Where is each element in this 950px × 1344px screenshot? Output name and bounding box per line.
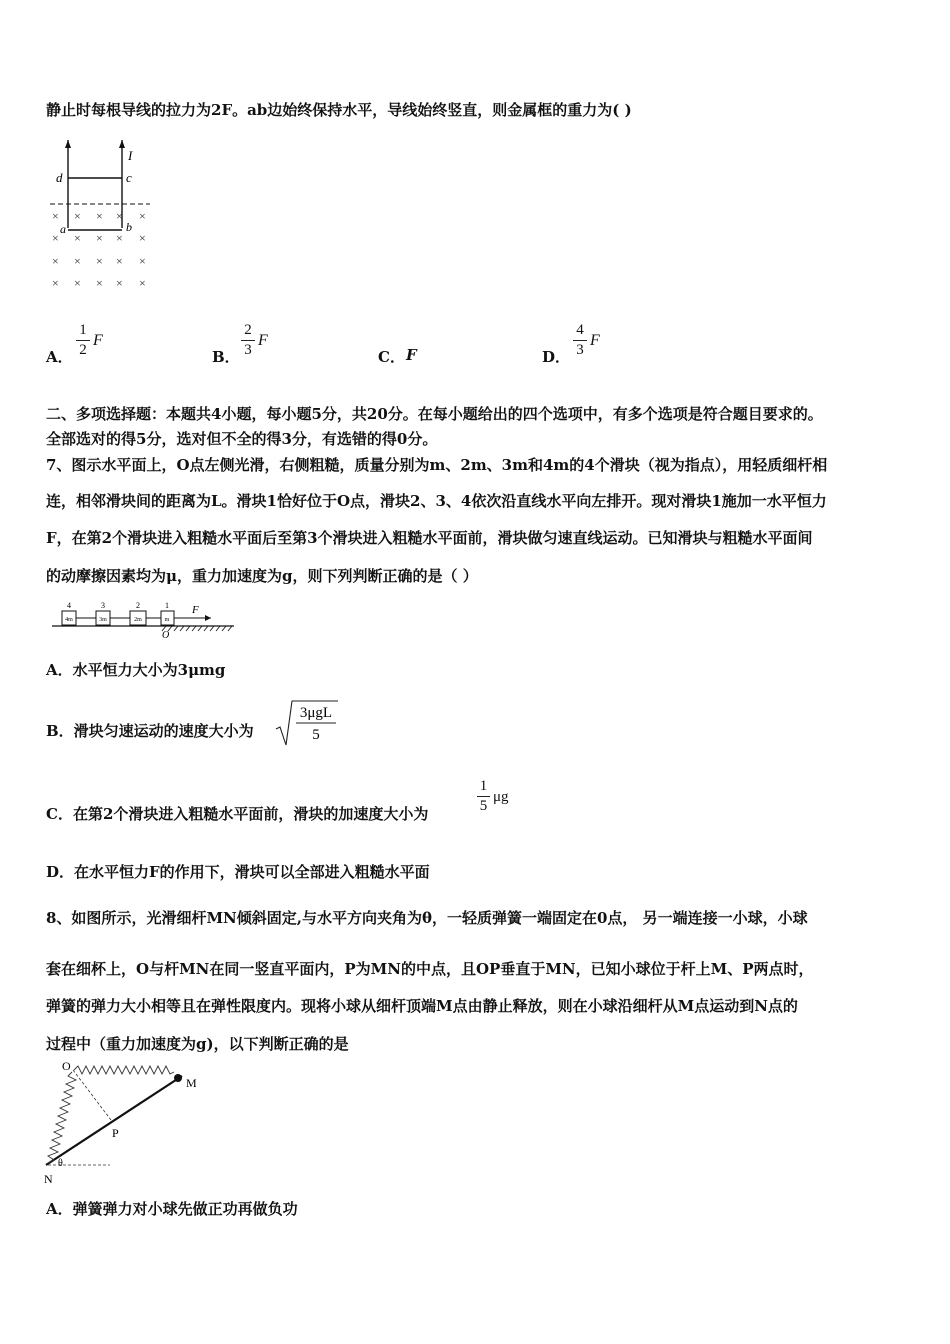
q7-rough-surface-hatching	[162, 626, 232, 631]
variable: F	[258, 332, 268, 349]
option-text: C．在第2个滑块进入粗糙水平面前，滑块的加速度大小为	[46, 805, 429, 823]
q7-block-mass: 2m	[134, 617, 142, 623]
q8-label-N: N	[44, 1172, 53, 1186]
fraction	[573, 322, 587, 359]
q8-option-a[interactable]: A．弹簧弹力对小球先做正功再做负功	[46, 1200, 298, 1218]
option-label: A．	[46, 348, 73, 366]
q6-cross: ×	[52, 231, 59, 245]
denominator: 3	[576, 342, 584, 358]
q6-cross: ×	[96, 231, 103, 245]
fraction	[241, 322, 255, 359]
option-label: D．	[542, 348, 571, 366]
section-heading: 二、多项选择题：本题共4小题，每小题5分，共20分。在每小题给出的四个选项中，有多个选项是符合题目要求的。	[46, 405, 823, 423]
sqrt-sign	[274, 695, 340, 747]
q7-option-d[interactable]: D．在水平恒力F的作用下，滑块可以全部进入粗糙水平面	[46, 863, 430, 881]
denominator: 2	[79, 342, 87, 358]
option-text: B．滑块匀速运动的速度大小为	[46, 722, 254, 740]
section-note: 全部选对的得5分，选对但不全的得3分，有选错的得0分。	[46, 430, 438, 448]
q7-block-mass: m	[164, 617, 170, 623]
q6-cross: ×	[74, 276, 81, 290]
q6-stem: 静止时每根导线的拉力为2F。ab边始终保持水平，导线始终竖直，则金属框的重力为( )	[46, 101, 632, 119]
q7-block-number: 3	[101, 601, 105, 610]
q6-cross: ×	[74, 254, 81, 268]
q8-stem-line-2: 套在细杯上，O与杆MN在同一竖直平面内，P为MN的中点，且OP垂直于MN，已知小球位于杆上M、P两点时，	[46, 960, 814, 978]
q8-label-P: P	[112, 1126, 119, 1140]
denominator: 3	[244, 342, 252, 358]
q6-cross: ×	[116, 231, 123, 245]
q6-label-d: d	[56, 170, 63, 185]
q6-cross: ×	[74, 209, 81, 223]
q8-label-theta: θ	[58, 1158, 63, 1169]
q8-label-O: O	[62, 1060, 71, 1073]
variable: F	[590, 332, 600, 349]
denominator: 5	[479, 798, 488, 814]
q7-block-number: 4	[67, 601, 71, 610]
option-text: F	[406, 346, 417, 364]
q7-stem-line-2: 连，相邻滑块间的距离为L。滑块1恰好位于O点，滑块2、3、4依次沿直线水平向左排开。现对滑块1施加一水平恒力	[46, 492, 827, 510]
q6-cross: ×	[74, 231, 81, 245]
q6-cross: ×	[52, 254, 59, 268]
q7-stem-line-1: 7、图示水平面上，O点左侧光滑，右侧粗糙，质量分别为m、2m、3m和4m的4个滑块（视为指点），用轻质细杆相	[46, 456, 828, 474]
mu-g: μg	[493, 789, 509, 805]
q7-stem-line-3: F，在第2个滑块进入粗糙水平面后至第3个滑块进入粗糙水平面前，滑块做匀速直线运动。已知滑块与粗糙水平面间	[46, 529, 813, 547]
denominator: 5	[312, 727, 320, 743]
q8-stem-line-1: 8、如图所示，光滑细杆MN倾斜固定,与水平方向夹角为θ，一轻质弹簧一端固定在0点， 另一端连接一小球，小球	[46, 909, 808, 927]
fraction	[477, 778, 490, 815]
q7-figure	[46, 598, 241, 640]
fraction	[76, 322, 90, 359]
q6-cross: ×	[116, 209, 123, 223]
q6-cross: ×	[116, 276, 123, 290]
variable: F	[93, 332, 103, 349]
q7-option-a[interactable]: A．水平恒力大小为3μmg	[46, 661, 226, 679]
q6-cross: ×	[139, 276, 146, 290]
q6-cross: ×	[96, 209, 103, 223]
q7-force-label: F	[192, 604, 199, 616]
numerator: 4	[576, 322, 584, 338]
q6-label-c: c	[126, 170, 132, 185]
numerator: 1	[79, 322, 87, 338]
option-label: C．	[378, 348, 405, 366]
q8-stem-line-4: 过程中（重力加速度为g)，以下判断正确的是	[46, 1035, 349, 1053]
q6-cross: ×	[139, 231, 146, 245]
q6-label-I: I	[128, 148, 133, 163]
numerator: 1	[479, 778, 488, 794]
q7-origin-label: O	[162, 630, 170, 640]
q6-label-b: b	[126, 220, 132, 234]
q7-block-number: 1	[165, 601, 169, 610]
numerator: 2	[244, 322, 252, 338]
q6-figure	[46, 138, 176, 298]
q6-cross: ×	[139, 254, 146, 268]
q7-block-mass: 4m	[65, 617, 73, 623]
q8-label-M: M	[186, 1076, 197, 1090]
q6-cross: ×	[116, 254, 123, 268]
q6-cross: ×	[96, 276, 103, 290]
q7-stem-line-4: 的动摩擦因素均为μ，重力加速度为g，则下列判断正确的是（ ）	[46, 567, 478, 585]
option-label: B．	[212, 348, 240, 366]
q6-cross: ×	[52, 209, 59, 223]
q7-block-number: 2	[136, 601, 140, 610]
q6-cross: ×	[139, 209, 146, 223]
numerator: 3μgL	[299, 705, 333, 721]
q8-figure	[40, 1060, 210, 1190]
q6-cross: ×	[52, 276, 59, 290]
q7-block-mass: 3m	[99, 617, 107, 623]
q6-cross: ×	[96, 254, 103, 268]
q6-label-a: a	[60, 222, 66, 236]
q8-stem-line-3: 弹簧的弹力大小相等且在弹性限度内。现将小球从细杆顶端M点由静止释放，则在小球沿细杆从M点运动到N点的	[46, 997, 798, 1015]
